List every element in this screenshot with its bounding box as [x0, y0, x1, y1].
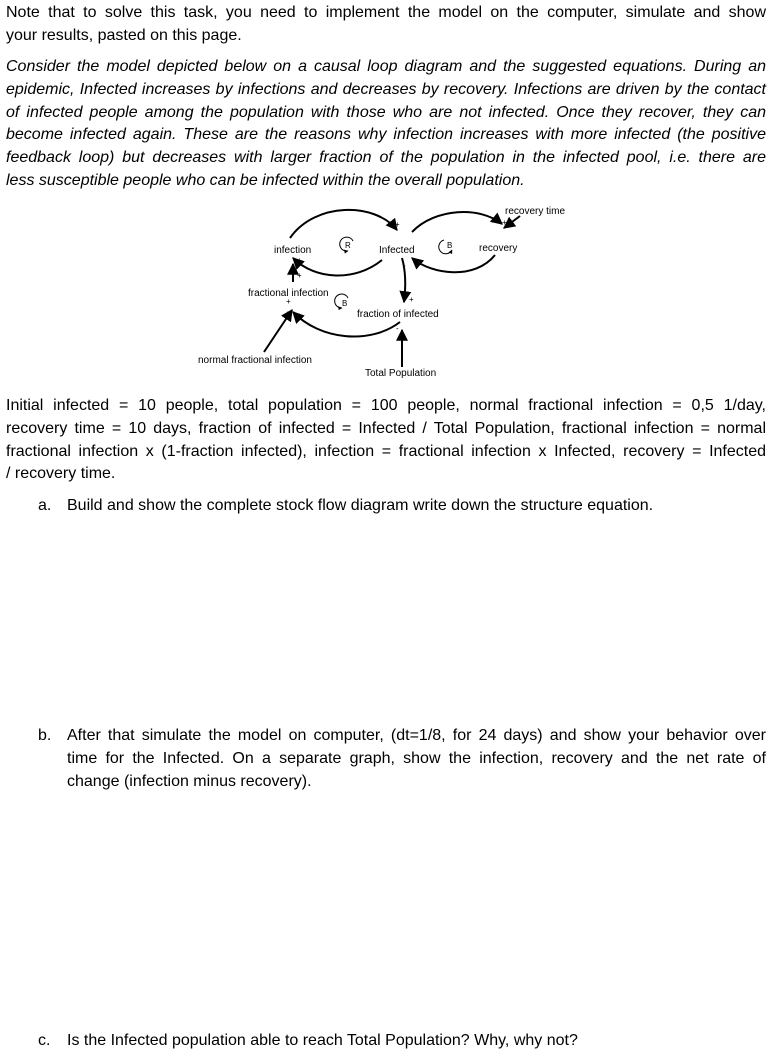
link-recovery-to-infected [412, 255, 495, 272]
polarity-plus: + [409, 295, 414, 304]
label-fractional-infection: fractional infection [248, 288, 329, 299]
link-normal-to-fractionalinfection [264, 310, 292, 352]
intro-line: your results, pasted on this page. [6, 26, 242, 44]
question-c-letter: c. [38, 1032, 51, 1049]
question-a-text: Build and show the complete stock flow diagram write down the structure equation. [67, 497, 654, 514]
description-line: feedback loop) but decreases with larger fraction of the population in the infected pool, i.e. there are [6, 149, 766, 167]
label-fraction-of-infected: fraction of infected [357, 309, 439, 320]
loop-label-balancing-recovery: B [447, 241, 453, 250]
question-c-text: Is the Infected population able to reach Total Population? Why, why not? [67, 1032, 578, 1049]
label-total-population: Total Population [365, 368, 437, 379]
description-line: of infected people among the population with those who are not infected. Once they recover, they can [6, 103, 766, 121]
polarity-minus: - [403, 261, 406, 270]
label-infected: Infected [379, 245, 415, 256]
equations-line: / recovery time. [6, 465, 116, 483]
equations-line: Initial infected = 10 people, total population = 100 people, normal fractional infection = 0,5 1/day, [6, 397, 766, 414]
equations-paragraph [6, 395, 766, 486]
question-b-line: change (infection minus recovery). [67, 772, 312, 790]
label-infection: infection [274, 245, 312, 256]
equations-line: recovery time = 10 days, fraction of infected = Infected / Total Population, fractional infection = normal [6, 419, 766, 437]
equations-line: fractional infection x (1-fraction infected), infection = fractional infection x Infected, recovery = Infected [6, 442, 766, 460]
description-line: become infected again. These are the reasons why infection increases with more infected (the positive [6, 126, 766, 144]
description-line: less susceptible people who can be infected within the overall population. [6, 171, 525, 189]
link-infected-to-recovery [412, 212, 502, 232]
polarity-plus: + [286, 297, 291, 306]
intro-paragraph [6, 2, 766, 48]
label-recovery: recovery [479, 243, 518, 254]
model-description [6, 56, 766, 193]
causal-loop-diagram [190, 200, 590, 385]
polarity-plus: + [395, 220, 400, 229]
question-b-body [67, 725, 766, 793]
link-infection-to-infected [290, 210, 397, 238]
polarity-plus: + [297, 256, 302, 265]
intro-line: Note that to solve this task, you need to implement the model on the computer, simulate and show [6, 4, 766, 21]
question-b-line: time for the Infected. On a separate graph, show the infection, recovery and the net rate of [67, 749, 766, 767]
label-recovery-time: recovery time [505, 206, 566, 217]
loop-label-balancing-fraction: B [342, 299, 348, 308]
question-a-letter: a. [38, 497, 52, 514]
description-line: epidemic, Infected increases by infections and decreases by recovery. Infections are driven by the contact [6, 80, 766, 98]
polarity-plus: + [502, 218, 507, 227]
polarity-minus: - [287, 307, 290, 316]
question-a [38, 495, 766, 519]
polarity-plus: + [297, 271, 302, 280]
question-c [38, 1030, 766, 1054]
description-line: Consider the model depicted below on a causal loop diagram and the suggested equations. During an [6, 58, 766, 75]
label-normal-fractional-infection: normal fractional infection [198, 355, 312, 366]
question-b-letter: b. [38, 727, 52, 744]
question-b-line: After that simulate the model on computer, (dt=1/8, for 24 days) and show your behavior over [67, 727, 766, 744]
question-b [38, 725, 766, 795]
polarity-minus: - [396, 324, 399, 333]
link-infected-to-infection [293, 258, 382, 276]
loop-label-reinforcing: R [345, 241, 351, 250]
